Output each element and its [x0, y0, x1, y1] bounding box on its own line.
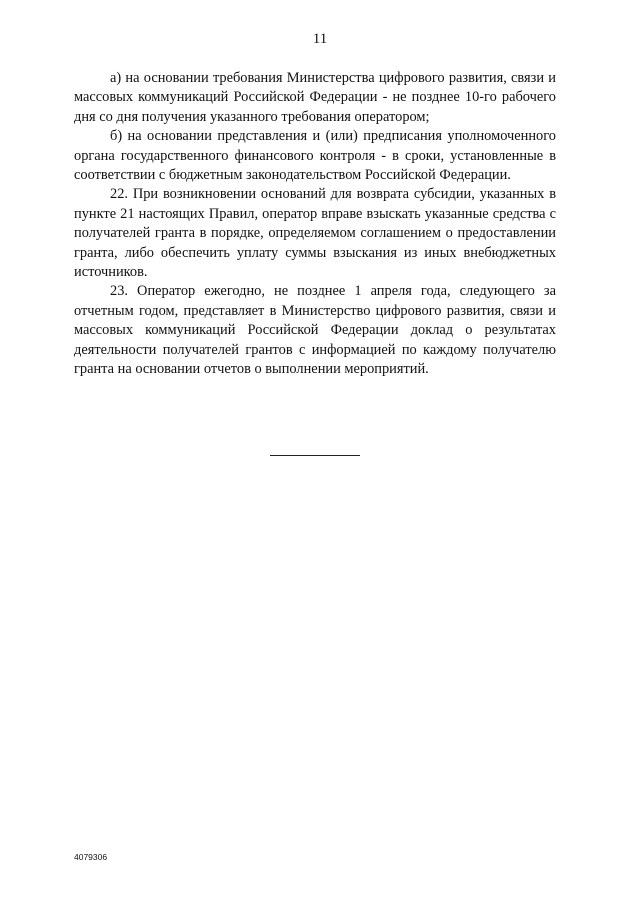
paragraph-item-22: 22. При возникновении оснований для возврата субсидии, указанных в пункте 21 настоящих Правил, оператор вправе взыскать указанные средства с получателей гранта в порядке, определяемом соглашением о предоставлении гранта, либо обеспечить уплату суммы взыскания из иных внебюджетных источников.: [74, 186, 556, 281]
closing-divider: [270, 455, 360, 456]
document-code: 4079306: [74, 852, 108, 862]
page-number: 11: [312, 31, 328, 47]
document-body: [74, 69, 556, 380]
paragraph-subitem-b: б) на основании представления и (или) предписания уполномоченного органа государственного финансового контроля - в сроки, установленные в соответствии с бюджетным законодательством Российской Федерации.: [74, 128, 556, 184]
paragraph-subitem-a: а) на основании требования Министерства цифрового развития, связи и массовых коммуникаций Российской Федерации - не позднее 10-го рабочего дня со дня получения указанного требования оператором;: [74, 70, 556, 125]
paragraph-item-23: 23. Оператор ежегодно, не позднее 1 апреля года, следующего за отчетным годом, представляет в Министерство цифрового развития, связи и массовых коммуникаций Российской Федерации доклад о результатах деятельности получателей грантов с информацией по каждому получателю гранта на основании отчетов о выполнении мероприятий.: [74, 283, 556, 378]
